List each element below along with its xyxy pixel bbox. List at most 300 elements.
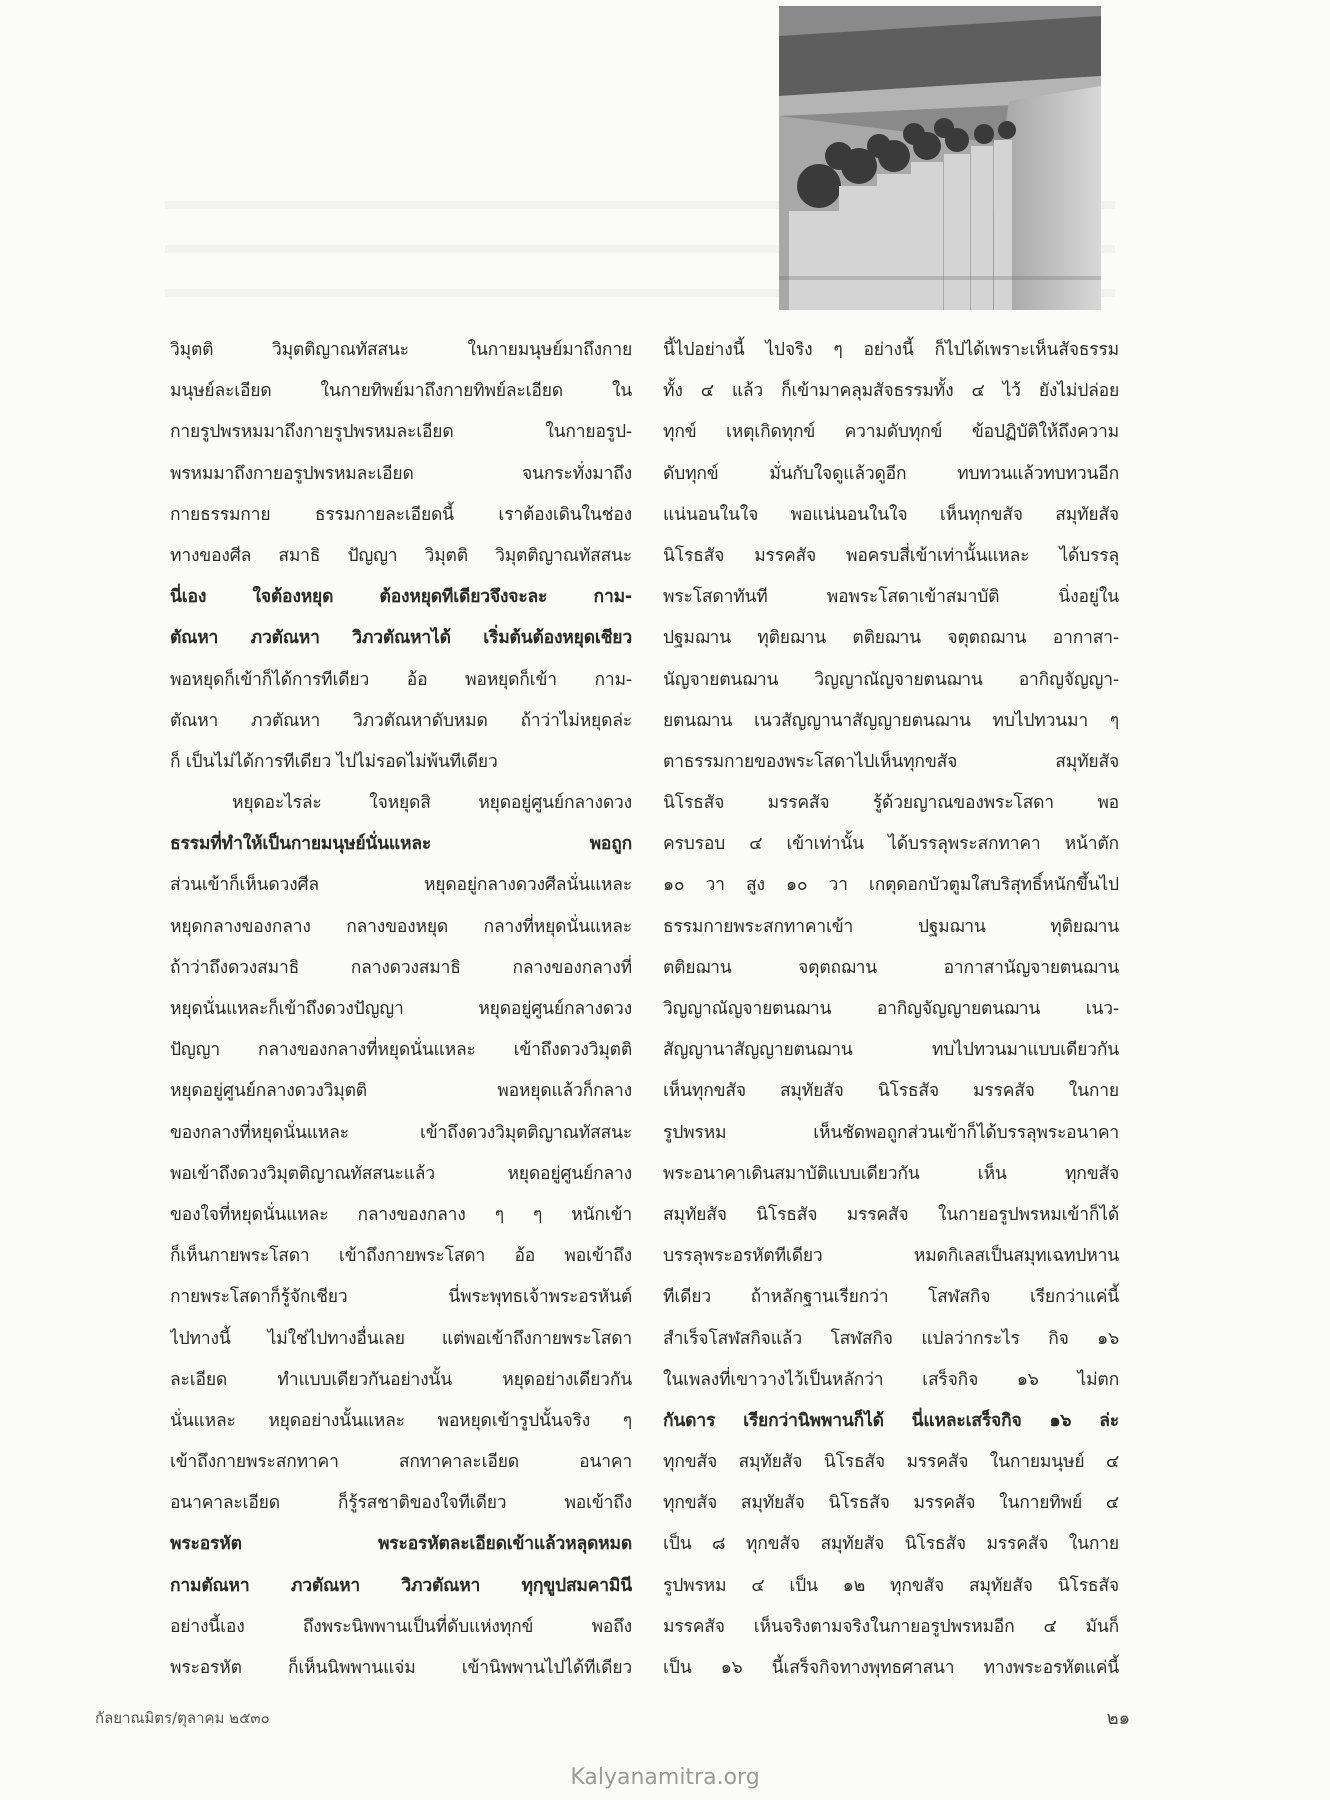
text-word: วิมุตติญาณทัสสนะ <box>271 340 409 360</box>
text-word: เราต้องเดินในช่อง <box>498 504 632 525</box>
text-word: ๑๖ <box>1097 1328 1119 1349</box>
text-line <box>170 742 632 783</box>
text-word: ถ้าว่าไม่หยุดล่ะ <box>520 710 632 731</box>
text-word: กามตัณหา <box>170 1575 250 1596</box>
text-word: ตติยฌาน <box>852 628 921 649</box>
text-line <box>663 1442 1119 1483</box>
text-word: ของกลางที่หยุดนั่นแหละ <box>170 1122 349 1143</box>
text-word: ทบไปทวนมาแบบเดียวกัน <box>931 1040 1119 1061</box>
text-line <box>170 412 632 453</box>
text-line <box>663 1524 1119 1565</box>
text-word: ๘ <box>712 1534 726 1555</box>
text-word: เนวสัญญานาสัญญายตนฌาน <box>753 710 971 731</box>
text-word: ธรรมที่ทำให้เป็นกายมนุษย์นั่นแหละ <box>170 834 432 855</box>
text-word: ล่ะ <box>1099 1410 1119 1431</box>
text-line <box>170 948 632 989</box>
text-line <box>663 1071 1119 1112</box>
text-word: ก็รู้รสชาติของใจทีเดียว <box>337 1493 507 1514</box>
text-word: เริ่มต้นต้องหยุดเชียว <box>483 628 632 649</box>
text-word: หยุดกลางของกลาง <box>170 916 311 937</box>
text-word: ดับทุกข์ <box>663 463 719 484</box>
text-line <box>663 701 1119 742</box>
text-line <box>170 1607 632 1648</box>
text-word: กิจ <box>1048 1328 1069 1349</box>
text-word: ธรรมกายพระสกทาคาเข้า <box>663 916 854 937</box>
text-word: ทั้ง <box>663 381 683 402</box>
text-word: เข้าถึงดวงวิมุตติญาณทัสสนะ <box>420 1122 632 1143</box>
text-word: หยุดนั่นแหละก็เข้าถึงดวงปัญญา <box>170 999 404 1019</box>
text-word: กาม- <box>593 587 632 608</box>
text-word: นี้ไปอย่างนี้ <box>663 340 745 360</box>
text-line <box>663 1236 1119 1277</box>
text-word: เห็นทุกขสัจ <box>939 504 1023 525</box>
text-word: พอถูก <box>589 834 632 855</box>
text-word: ทุติยฌาน <box>757 628 826 649</box>
text-line <box>663 1401 1119 1442</box>
text-word: ทุกขสัจ <box>890 1575 945 1596</box>
text-word: มรรคสัจ <box>913 1493 976 1514</box>
text-word: เป็น <box>663 1658 692 1678</box>
text-word: ข้อปฏิบัติให้ถึงความ <box>971 422 1119 443</box>
issue-footer: กัลยาณมิตร/ตุลาคม ๒๕๓๐ <box>95 1709 270 1727</box>
text-word: ใจต้องหยุด <box>252 587 334 608</box>
text-word: หยุดอยู่ศูนย์กลางดวง <box>478 999 632 1019</box>
text-line <box>663 742 1119 783</box>
text-word: นิโรธสัจ <box>1057 1575 1119 1596</box>
text-word: นี่เอง <box>170 587 207 608</box>
text-word: อากิญจัญญา- <box>1018 669 1119 690</box>
text-word: ก็ไปได้เพราะเห็นสัจธรรม <box>934 340 1119 360</box>
text-word: ทางของศีล <box>170 545 252 566</box>
text-word: อนาคา <box>579 1452 632 1473</box>
text-line <box>663 1195 1119 1236</box>
text-word: นั่นแหละ <box>170 1410 236 1431</box>
text-word: ก็เห็นนิพพานแจ่ม <box>287 1658 416 1678</box>
text-word: ๑๒ <box>842 1575 866 1596</box>
text-word: เสร็จกิจ <box>922 1369 979 1390</box>
text-word: สมุทัยสัจ <box>1055 751 1119 772</box>
right-text-column <box>663 330 1119 1689</box>
text-word: นัญจายตนฌาน <box>663 669 779 690</box>
procession-photo <box>779 6 1101 310</box>
text-word: มรรคสัจ <box>663 1616 725 1637</box>
text-word: ต้องหยุดทีเดียวจึงจะละ <box>379 587 548 608</box>
text-word: สมุทัยสัจ <box>779 1081 844 1102</box>
text-word: อ้อ <box>406 669 428 690</box>
text-word: สูง <box>745 875 765 896</box>
text-word: พอหยุดก็เข้าก็ได้การทีเดียว <box>170 669 370 690</box>
left-text-column <box>170 330 632 1689</box>
text-word: แล้ว <box>731 381 764 402</box>
text-word: ใจหยุดสิ <box>369 793 431 814</box>
text-word: วิญญาณัญจายตนฌาน <box>814 669 983 690</box>
text-word: ในกายอรูปพรหมเข้าก็ได้ <box>937 1204 1119 1225</box>
text-word: อากาสา- <box>1052 628 1119 649</box>
text-line <box>663 1648 1119 1689</box>
text-word: ละเอียด <box>170 1369 228 1390</box>
text-word: มนุษย์ละเอียด <box>170 381 272 402</box>
text-word: กลางของกลาง <box>357 1204 466 1225</box>
text-line <box>663 618 1119 659</box>
text-line <box>170 1071 632 1112</box>
text-line <box>170 577 632 618</box>
text-word: หยุดอยู่ศูนย์กลาง <box>507 1163 632 1184</box>
text-line <box>170 989 632 1030</box>
text-word: ทบทวนแล้วทบทวนอีก <box>957 463 1119 484</box>
text-word: ไปไม่รอดไม่พ้นทีเดียว <box>336 751 498 772</box>
text-line <box>170 1195 632 1236</box>
text-word: ๔ <box>1043 1616 1057 1637</box>
text-word: นิโรธสัจ <box>663 793 725 814</box>
photo-graphic <box>779 6 1101 310</box>
text-word: วิมุตติญาณทัสสนะ <box>495 545 632 566</box>
text-line <box>170 618 632 659</box>
text-word: สัญญานาสัญญายตนฌาน <box>663 1040 853 1061</box>
text-word: ๆ <box>494 1204 504 1225</box>
text-word: กันดาร <box>663 1410 716 1431</box>
text-word: พอเข้าถึง <box>564 1246 632 1267</box>
text-word: พระโสดาทันที <box>663 587 768 608</box>
text-line <box>170 1154 632 1195</box>
text-word: ในกายมนุษย์มาถึงกาย <box>467 340 632 360</box>
text-word: วิมุตติ <box>424 545 468 566</box>
text-word: ไปจริง <box>765 340 813 360</box>
text-line <box>663 1360 1119 1401</box>
text-word: หยุดอยู่ศูนย์กลางดวง <box>478 793 632 814</box>
text-word: สมุทัยสัจ <box>738 1452 803 1473</box>
text-word: ยังไม่ปล่อย <box>1038 381 1119 402</box>
text-word: ทำแบบเดียวกันอย่างนั้น <box>277 1369 453 1390</box>
text-word: นิโรธสัจ <box>823 1452 885 1473</box>
text-word: มรรคสัจ <box>972 1081 1035 1102</box>
text-word: สมุทัยสัจ <box>820 1534 885 1555</box>
text-word: เกตุดอกบัวตูมใสบริสุทธิ์หนักขึ้นไป <box>868 875 1119 896</box>
text-word: ในกายมนุษย์ <box>989 1452 1085 1473</box>
text-line <box>663 907 1119 948</box>
text-word: ครบรอบ <box>663 834 726 855</box>
text-word: กลางของหยุด <box>346 916 449 937</box>
text-line <box>170 1360 632 1401</box>
text-line <box>170 783 632 824</box>
text-word: ในกายอรูป- <box>545 422 632 443</box>
text-word: ทุกขสัจ <box>663 1493 718 1514</box>
text-word: มรรคสัจ <box>986 1534 1049 1555</box>
text-word: ทุติยฌาน <box>1050 916 1119 937</box>
text-word: เข้าถึงดวงวิมุตติ <box>513 1040 632 1061</box>
text-word: มั่นกับใจดูแล้วดูอีก <box>769 463 907 484</box>
text-word: เรียกว่าแค่นี้ <box>1029 1287 1119 1308</box>
text-word: กลางของกลางที่หยุดนั่นแหละ <box>257 1040 476 1061</box>
text-word: ๔ <box>751 1575 765 1596</box>
text-word: สกทาคาละเอียด <box>398 1452 519 1473</box>
text-line <box>170 1442 632 1483</box>
text-line <box>663 1607 1119 1648</box>
text-word: ของใจที่หยุดนั่นแหละ <box>170 1204 329 1225</box>
text-word: พอแน่นอนในใจ <box>790 504 908 525</box>
text-word: นิ่งอยู่ใน <box>1058 587 1119 608</box>
text-word: ๆ <box>833 340 843 360</box>
text-line <box>170 1648 632 1689</box>
text-word: กลางดวงสมาธิ <box>350 957 461 978</box>
text-word: ถึงพระนิพพานเป็นที่ดับแห่งทุกข์ <box>302 1616 534 1637</box>
text-word: ๑๖ <box>720 1658 743 1678</box>
text-word: ทบไปทวนมา <box>992 710 1088 731</box>
text-word: กลางของกลางที่ <box>512 957 632 978</box>
text-word: ในกาย <box>1068 1081 1119 1102</box>
text-word: ไม่ใช่ไปทางอื่นเลย <box>267 1328 405 1349</box>
text-word: สมุทัยสัจ <box>740 1493 805 1514</box>
text-word: ๆ <box>533 1204 543 1225</box>
text-line <box>170 1401 632 1442</box>
text-word: แปลว่ากระไร <box>921 1328 1020 1349</box>
text-line <box>663 948 1119 989</box>
text-word: ภวตัณหา <box>251 710 321 731</box>
text-word: หนักเข้า <box>571 1204 632 1225</box>
text-word: เห็นชัดพอถูกส่วนเข้าก็ได้บรรลุพระอนาคา <box>813 1122 1119 1143</box>
text-word: อย่างนี้เอง <box>170 1616 245 1637</box>
text-word: รูปพรหม <box>663 1575 727 1596</box>
text-word: เข้าถึงกายพระสกทาคา <box>170 1452 339 1473</box>
text-word: ทุกขสัจ <box>745 1534 800 1555</box>
text-word: หยุดอยู่ศูนย์กลางดวงวิมุตติ <box>170 1081 367 1102</box>
text-word: สมุทัยสัจ <box>663 1204 727 1225</box>
text-word: ตติยฌาน <box>663 957 732 978</box>
text-word: มรรคสัจ <box>906 1452 969 1473</box>
text-word: ตัณหา <box>170 628 219 649</box>
text-word: ใน <box>611 381 632 402</box>
text-word: ๔ <box>1105 1452 1119 1473</box>
text-word: จตุตถฌาน <box>798 957 878 978</box>
text-word: หยุดอย่างเดียวกัน <box>502 1369 632 1390</box>
text-line <box>170 660 632 701</box>
text-word: ๆ <box>622 1410 632 1431</box>
text-word: พระอรหัตละเอียดเข้าแล้วหลุดหมด <box>377 1534 632 1555</box>
text-word: ๑๖ <box>1049 1410 1072 1431</box>
text-word: หยุดอย่างนั้นแหละ <box>268 1410 405 1431</box>
text-word: มรรคสัจ <box>846 1204 909 1225</box>
text-word: ในเพลงที่เขาวางไว้เป็นหลักว่า <box>663 1369 884 1390</box>
text-word: หยุดอะไรล่ะ <box>232 793 322 814</box>
text-word: ทุกข์ <box>663 422 697 443</box>
text-word: ปัญญา <box>347 545 398 566</box>
text-word: ก็เข้ามาคลุมสัจธรรมทั้ง <box>781 381 954 402</box>
text-line <box>663 495 1119 536</box>
text-word: พอหยุดก็เข้า <box>465 669 557 690</box>
text-word: เข้านิพพานไปได้ทีเดียว <box>461 1658 632 1678</box>
text-word: แน่นอนในใจ <box>663 504 759 525</box>
text-word: อากาสานัญจายตนฌาน <box>943 957 1119 978</box>
text-word: หมดกิเลสเป็นสมุทเฉทปหาน <box>913 1246 1119 1267</box>
text-line <box>170 824 632 865</box>
text-line <box>663 454 1119 495</box>
text-word: หยุดอยู่กลางดวงศีลนั่นแหละ <box>423 875 632 896</box>
text-word: ๔ <box>749 834 763 855</box>
text-word: ๑๐ <box>663 875 685 896</box>
text-word: ปฐมฌาน <box>663 628 731 649</box>
text-line <box>663 824 1119 865</box>
text-word: ๑๖ <box>1016 1369 1039 1390</box>
text-word: มรรคสัจ <box>767 793 830 814</box>
text-word: บรรลุพระอรหัตทีเดียว <box>663 1246 823 1267</box>
text-line <box>663 1319 1119 1360</box>
text-word: นิโรธสัจ <box>663 545 725 566</box>
text-word: นิโรธสัจ <box>828 1493 890 1514</box>
text-word: เนว- <box>1085 999 1119 1019</box>
text-word: นิโรธสัจ <box>877 1081 939 1102</box>
text-word: ทุกขสัจ <box>663 1452 718 1473</box>
site-watermark: Kalyanamitra.org <box>570 1765 760 1790</box>
text-word: ได้บรรลุพระสกทาคา <box>888 834 1041 855</box>
text-line <box>663 1030 1119 1071</box>
text-word: วา <box>828 875 848 896</box>
text-line <box>663 1566 1119 1607</box>
text-word: พอ <box>1097 793 1119 814</box>
text-word: นิโรธสัจ <box>904 1534 966 1555</box>
text-line <box>663 660 1119 701</box>
text-word: วิภวตัณหา <box>401 1575 481 1596</box>
text-word: วิภวตัณหาดับหมด <box>352 710 488 731</box>
text-word: อนาคาละเอียด <box>170 1493 280 1514</box>
text-word: ในกายทิพย์ <box>999 1493 1083 1514</box>
text-word: สำเร็จโสฬสกิจแล้ว <box>663 1328 802 1349</box>
text-word: นี่แหละเสร็จกิจ <box>911 1410 1022 1431</box>
text-word: เห็นทุกขสัจ <box>663 1081 746 1102</box>
text-word: ๔ <box>971 381 985 402</box>
text-word: เห็นจริงตามจริงในกายอรูปพรหมอีก <box>753 1616 1015 1637</box>
text-word: กายพระโสดาก็รู้จักเชียว <box>170 1287 348 1308</box>
text-word: เป็น <box>789 1575 818 1596</box>
text-word: เหตุเกิดทุกข์ <box>726 422 816 443</box>
text-word: วิญญาณัญจายตนฌาน <box>663 999 832 1019</box>
text-line <box>170 1113 632 1154</box>
text-line <box>663 412 1119 453</box>
text-line <box>663 783 1119 824</box>
text-word: เป็น <box>663 1534 692 1555</box>
text-word: ตาธรรมกายของพระโสดาไปเห็นทุกขสัจ <box>663 751 958 772</box>
text-word: นิโรธสัจ <box>756 1204 818 1225</box>
text-word: เห็น <box>977 1163 1007 1184</box>
text-line <box>170 454 632 495</box>
page-number: ๒๑ <box>1106 1708 1130 1729</box>
text-word: เรียกว่านิพพานก็ได้ <box>743 1410 884 1431</box>
text-word: ๔ <box>700 381 714 402</box>
text-line <box>663 577 1119 618</box>
text-word: พอถึง <box>591 1616 632 1637</box>
text-word: วา <box>705 875 725 896</box>
text-word: พระอนาคาเดินสมาบัติแบบเดียวกัน <box>663 1163 920 1184</box>
text-word: โสฬสกิจ <box>927 1287 991 1308</box>
text-line <box>663 371 1119 412</box>
text-word: สมาธิ <box>278 545 321 566</box>
text-word: ความดับทุกข์ <box>844 422 943 443</box>
text-word: นี้เสร็จกิจทางพุทธศาสนา <box>771 1658 955 1678</box>
text-line <box>663 330 1119 371</box>
text-word: เข้าถึงกายพระโสดา <box>338 1246 486 1267</box>
text-word: โสฬสกิจ <box>830 1328 893 1349</box>
text-word: ส่วนเข้าก็เห็นดวงศีล <box>170 875 319 896</box>
text-word: วิภวตัณหาได้ <box>352 628 451 649</box>
text-word: ไม่ตก <box>1077 1369 1119 1390</box>
text-line <box>170 330 632 371</box>
text-line <box>663 1154 1119 1195</box>
text-word: อากิญจัญญายตนฌาน <box>876 999 1041 1019</box>
text-line <box>663 1113 1119 1154</box>
text-word: มันก็ <box>1085 1616 1119 1637</box>
text-line <box>170 865 632 906</box>
text-word: ในกาย <box>1068 1534 1119 1555</box>
text-word: ๑๐ <box>785 875 808 896</box>
text-word: พระอรหัต <box>170 1534 242 1555</box>
text-word: ก็ <box>170 751 186 772</box>
text-line <box>170 1277 632 1318</box>
text-word: ทุกขสัจ <box>1064 1163 1119 1184</box>
text-word: ไว้ <box>1002 381 1021 402</box>
text-word: กายรูปพรหมมาถึงกายรูปพรหมละเอียด <box>170 422 454 443</box>
text-line <box>663 1483 1119 1524</box>
text-word: พรหมมาถึงกายอรูปพรหมละเอียด <box>170 463 414 484</box>
text-word: กลางที่หยุดนั่นแหละ <box>483 916 632 937</box>
text-line <box>170 1566 632 1607</box>
text-word: รูปพรหม <box>663 1122 727 1143</box>
text-word: กาม- <box>594 669 632 690</box>
text-line <box>663 989 1119 1030</box>
text-word: นี่พระพุทธเจ้าพระอรหันต์ <box>448 1287 632 1308</box>
text-word: หน้าตัก <box>1064 834 1119 855</box>
text-word: พอเข้าถึง <box>564 1493 632 1514</box>
text-word: สมุทัยสัจ <box>1055 504 1119 525</box>
text-word: อย่างนี้ <box>863 340 914 360</box>
text-line <box>170 1483 632 1524</box>
text-word: ๔ <box>1105 1493 1119 1514</box>
text-word: กายธรรมกาย <box>170 504 271 525</box>
text-line <box>170 1030 632 1071</box>
text-word: อ้อ <box>514 1246 536 1267</box>
text-line <box>663 536 1119 577</box>
text-line <box>170 701 632 742</box>
text-word: ภวตัณหา <box>250 628 320 649</box>
text-word: ทุกฺขูปสมคามินี <box>521 1575 632 1596</box>
text-line <box>170 495 632 536</box>
text-word: รู้ด้วยญาณของพระโสดา <box>872 793 1054 814</box>
text-word: ถ้าว่าถึงดวงสมาธิ <box>170 957 300 978</box>
text-word: ภวตัณหา <box>290 1575 361 1596</box>
text-line <box>170 1319 632 1360</box>
text-word: พอเข้าถึงดวงวิมุตติญาณทัสสนะแล้ว <box>170 1163 435 1184</box>
text-line <box>170 1524 632 1565</box>
text-word: ยตนฌาน <box>663 710 733 731</box>
text-word: ตัณหา <box>170 710 219 731</box>
text-word: ทางพระอรหัตแค่นี้ <box>983 1658 1119 1678</box>
text-word: ในกายทิพย์มาถึงกายทิพย์ละเอียด <box>320 381 563 402</box>
text-word: มรรคสัจ <box>754 545 816 566</box>
text-word: จตุตถฌาน <box>947 628 1027 649</box>
text-line <box>170 907 632 948</box>
text-word: ไปทางนี้ <box>170 1328 231 1349</box>
text-word: พอพระโสดาเข้าสมาบัติ <box>826 587 1000 608</box>
text-word: แต่พอเข้าถึงกายพระโสดา <box>441 1328 632 1349</box>
text-word: จนกระทั่งมาถึง <box>522 463 632 484</box>
text-word: วิมุตติ <box>170 340 214 360</box>
text-word: พอหยุดเข้ารูปนั้นจริง <box>437 1410 591 1431</box>
text-word: พระอรหัต <box>170 1658 242 1678</box>
text-word: ถ้าหลักฐานเรียกว่า <box>750 1287 889 1308</box>
text-line <box>170 1236 632 1277</box>
text-word: ปัญญา <box>170 1040 220 1061</box>
text-word: ได้บรรลุ <box>1059 545 1119 566</box>
text-word: ก็เห็นกายพระโสดา <box>170 1246 310 1267</box>
text-word: พอครบสี่เข้าเท่านั้นแหละ <box>846 545 1030 566</box>
text-line <box>170 536 632 577</box>
